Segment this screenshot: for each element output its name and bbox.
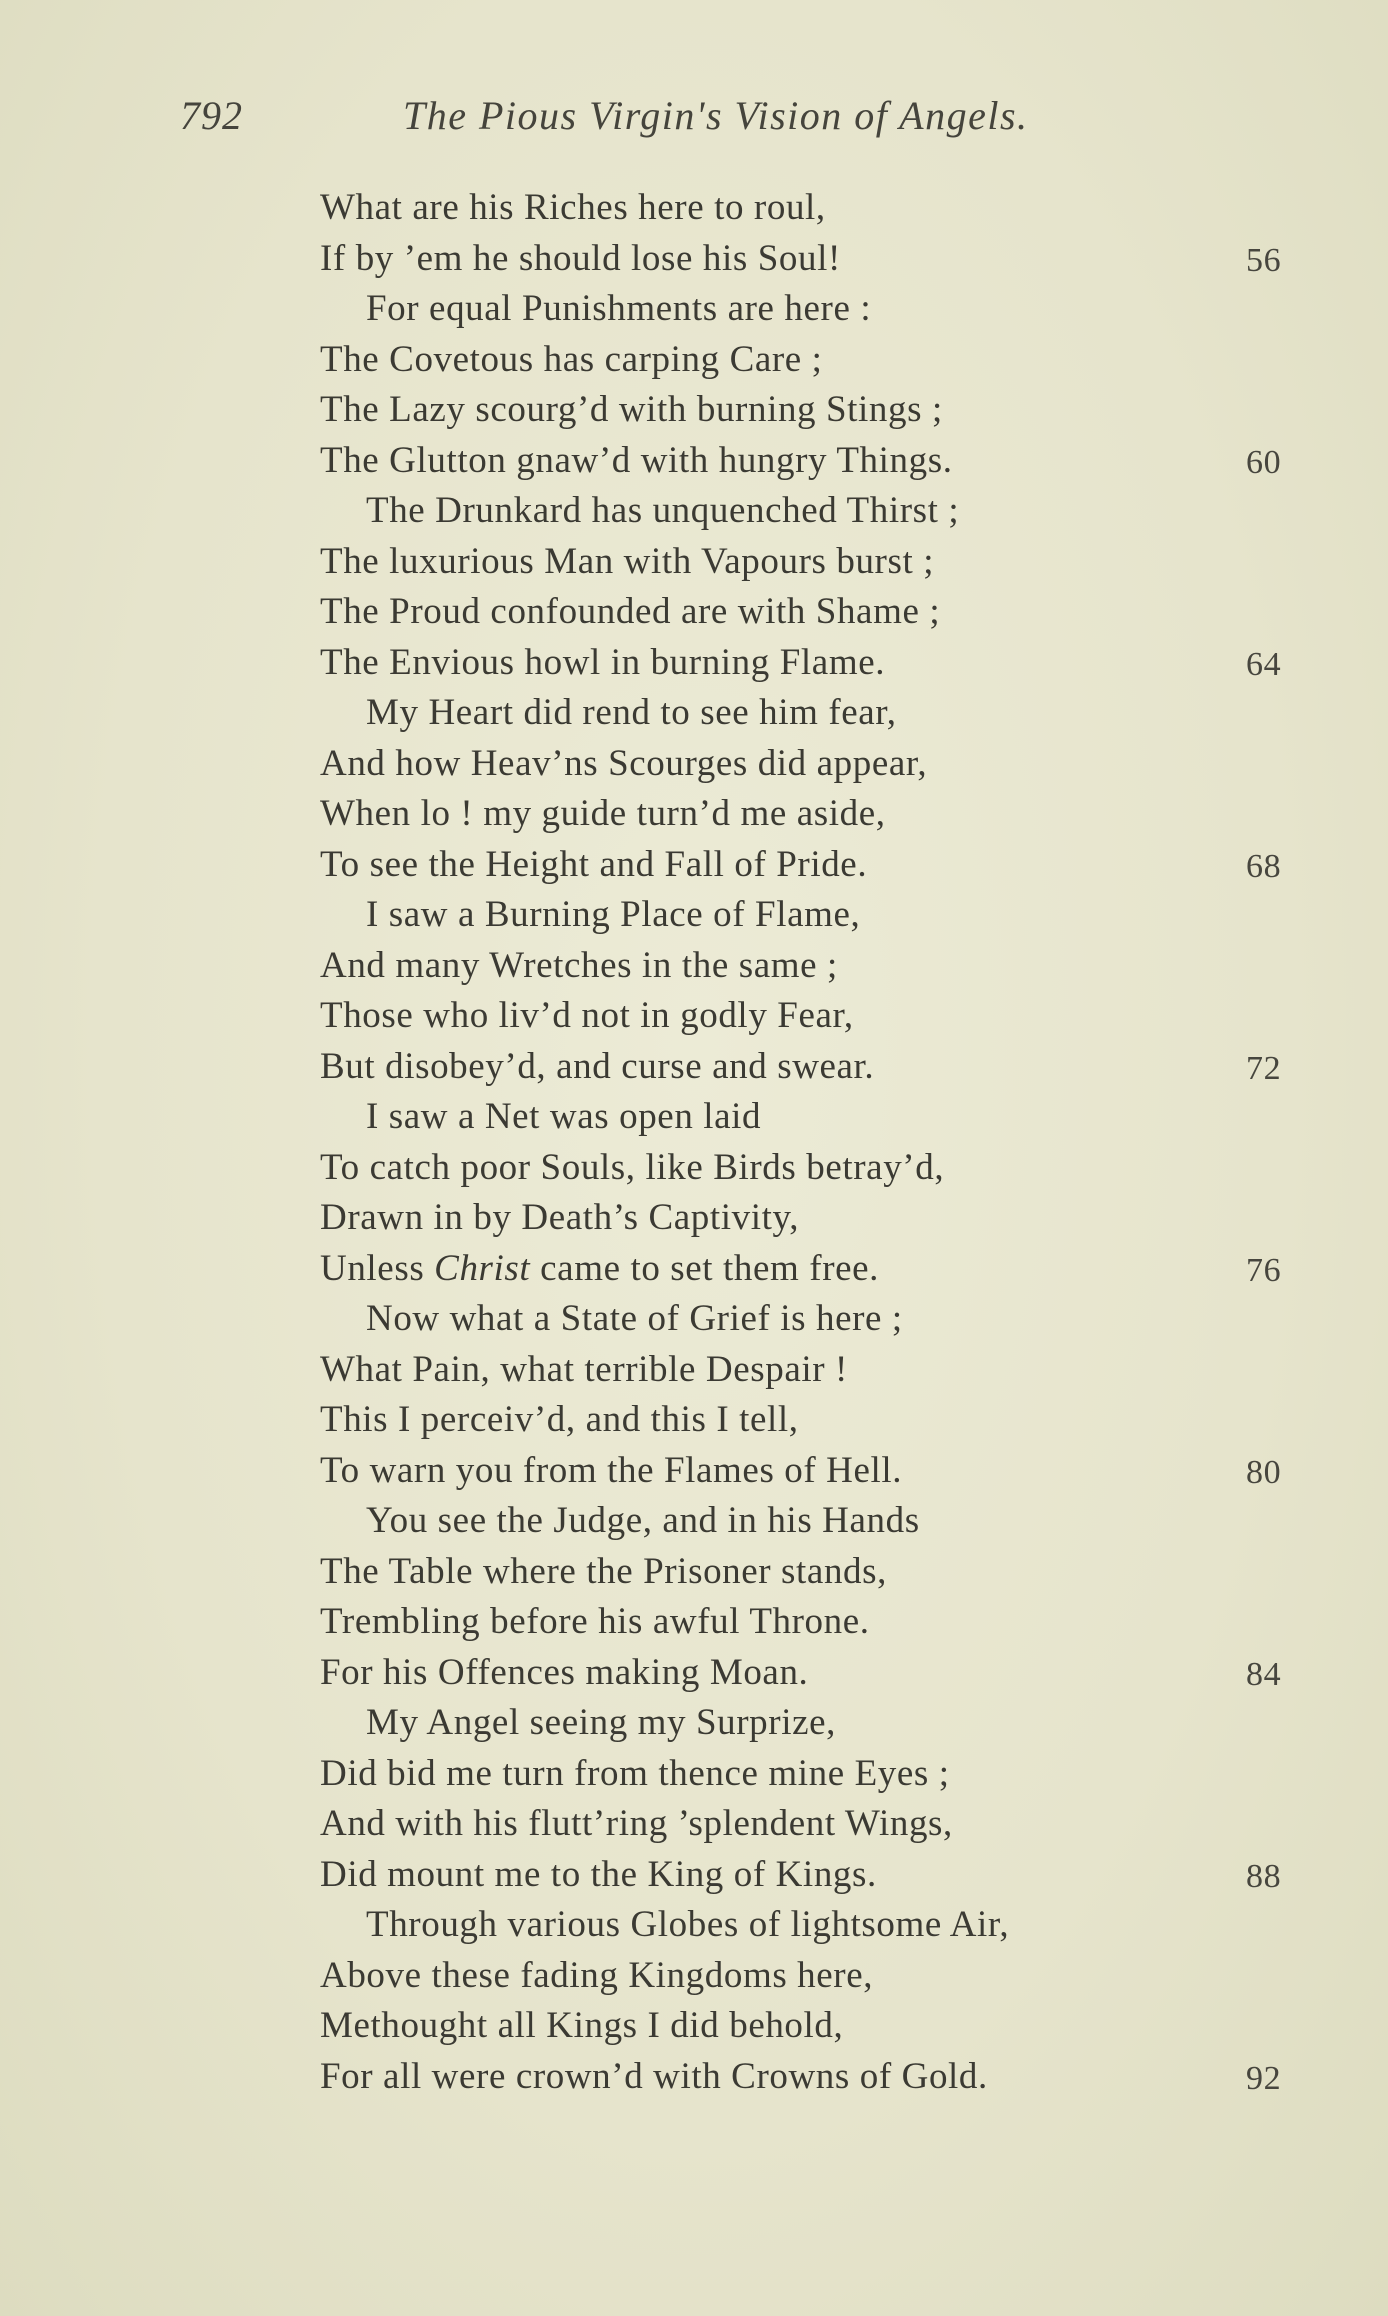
poem-line-segment: To catch poor Souls, like Birds betray’d,	[320, 1146, 945, 1188]
poem-line	[320, 537, 1300, 588]
poem-line-segment: I saw a Net was open laid	[366, 1096, 762, 1137]
poem-line-segment: For all were crown’d with Crowns of Gold.	[320, 2055, 988, 2097]
poem-line-text	[320, 541, 934, 582]
poem-line-segment: If by ’em he should lose his Soul!	[320, 237, 841, 279]
poem-line	[320, 1850, 1300, 1901]
poem-line-segment: And how Heav’ns Scourges did appear,	[320, 742, 928, 784]
poem-line-text	[320, 1096, 761, 1137]
poem-line-text	[320, 440, 953, 481]
line-number: 60	[1246, 443, 1282, 481]
poem-line-text	[320, 1349, 848, 1390]
poem-line-segment: Above these fading Kingdoms here,	[320, 1954, 874, 1996]
poem-line-text	[320, 1854, 877, 1895]
poem-line	[320, 183, 1300, 234]
poem-line-segment: The Drunkard has unquenched Thirst ;	[366, 490, 960, 531]
line-number: 80	[1246, 1453, 1282, 1491]
poem-line	[320, 840, 1300, 891]
poem-line	[320, 1294, 1300, 1345]
poem-line-segment: But disobey’d, and curse and swear.	[320, 1045, 875, 1087]
poem-line-text	[320, 1955, 873, 1996]
poem-line-segment: Now what a State of Grief is here ;	[366, 1298, 903, 1339]
line-number: 56	[1246, 241, 1282, 279]
page-number: 792	[180, 93, 243, 138]
poem-line-text	[320, 591, 940, 632]
line-number: 76	[1246, 1251, 1282, 1289]
poem-line	[320, 587, 1300, 638]
poem-line	[320, 436, 1300, 487]
poem-line-text	[320, 1450, 902, 1491]
poem-line-text	[320, 1298, 903, 1339]
poem-line-segment: Did bid me turn from thence mine Eyes ;	[320, 1752, 950, 1794]
poem-line	[320, 284, 1300, 335]
line-number: 72	[1246, 1049, 1282, 1087]
line-number: 84	[1246, 1655, 1282, 1693]
poem-line-text	[320, 793, 886, 834]
poem-line-text	[320, 2005, 843, 2046]
poem-line-italic: Christ	[434, 1247, 531, 1289]
poem-line	[320, 1193, 1300, 1244]
poem-line	[320, 739, 1300, 790]
poem-line-text	[320, 1147, 944, 1188]
poem-line-segment: For his Offences making Moan.	[320, 1651, 809, 1693]
poem-line-text	[320, 339, 823, 380]
poem-line	[320, 1446, 1300, 1497]
poem-line-text	[320, 743, 927, 784]
page-title: The Pious Virgin's Vision of Angels.	[403, 93, 1029, 138]
poem-line-segment: What are his Riches here to roul,	[320, 187, 826, 228]
poem-line	[320, 1749, 1300, 1800]
poem-line-segment: You see the Judge, and in his Hands	[366, 1500, 920, 1541]
poem-line-text	[320, 1197, 799, 1238]
poem-line	[320, 234, 1300, 285]
poem-line-text	[320, 1702, 836, 1743]
poem-line	[320, 789, 1300, 840]
poem-line-text	[320, 238, 841, 279]
poem-line-text	[320, 642, 885, 683]
poem-line-segment: Did mount me to the King of Kings.	[320, 1853, 877, 1895]
poem-line	[320, 2052, 1300, 2103]
poem-line	[320, 1951, 1300, 2002]
poem-line-segment: When lo ! my guide turn’d me aside,	[320, 793, 886, 834]
poem-line-text	[320, 1904, 1009, 1945]
poem-line-text	[320, 1399, 799, 1440]
poem-line-segment: My Angel seeing my Surprize,	[366, 1702, 836, 1743]
poem-line	[320, 991, 1300, 1042]
poem-line	[320, 1648, 1300, 1699]
poem-line-segment: I saw a Burning Place of Flame,	[366, 894, 861, 935]
poem-line-text	[320, 2056, 988, 2097]
poem-line	[320, 890, 1300, 941]
line-number: 68	[1246, 847, 1282, 885]
poem-line-text	[320, 1803, 953, 1844]
poem-line-segment: Unless	[320, 1247, 435, 1289]
poem-line	[320, 385, 1300, 436]
poem-line-text	[320, 692, 897, 733]
poem-line-text	[320, 1248, 879, 1289]
line-number: 92	[1246, 2059, 1282, 2097]
poem-line-segment: came to set them free.	[530, 1247, 880, 1289]
poem-line-segment: The Lazy scourg’d with burning Stings ;	[320, 389, 943, 430]
poem-line-segment: The Envious howl in burning Flame.	[320, 641, 886, 683]
poem-line-text	[320, 1500, 920, 1541]
poem-line-text	[320, 1652, 808, 1693]
poem-text	[320, 183, 1300, 2102]
line-number: 88	[1246, 1857, 1282, 1895]
poem-line	[320, 1143, 1300, 1194]
poem-line-segment: Through various Globes of lightsome Air,	[366, 1904, 1010, 1945]
poem-line	[320, 1547, 1300, 1598]
poem-line-segment: The Covetous has carping Care ;	[320, 338, 823, 380]
poem-line	[320, 1042, 1300, 1093]
poem-line-segment: The luxurious Man with Vapours burst ;	[320, 540, 935, 582]
poem-line	[320, 1597, 1300, 1648]
poem-line-text	[320, 1551, 887, 1592]
poem-line	[320, 1496, 1300, 1547]
poem-line	[320, 1345, 1300, 1396]
poem-line-segment: This I perceiv’d, and this I tell,	[320, 1399, 799, 1440]
poem-line-segment: The Proud confounded are with Shame ;	[320, 591, 941, 632]
poem-line-text	[320, 995, 854, 1036]
poem-line-segment: The Glutton gnaw’d with hungry Things.	[320, 439, 953, 481]
poem-line	[320, 1395, 1300, 1446]
poem-line-text	[320, 894, 860, 935]
poem-line	[320, 1900, 1300, 1951]
poem-line-text	[320, 844, 867, 885]
poem-line	[320, 688, 1300, 739]
poem-line-segment: To see the Height and Fall of Pride.	[320, 843, 868, 885]
running-head	[180, 92, 1180, 142]
poem-line-segment: For equal Punishments are here :	[366, 288, 872, 329]
poem-line-segment: To warn you from the Flames of Hell.	[320, 1449, 903, 1491]
poem-line	[320, 1698, 1300, 1749]
poem-line-text	[320, 1601, 870, 1642]
poem-line	[320, 941, 1300, 992]
poem-line-text	[320, 389, 943, 430]
poem-line	[320, 638, 1300, 689]
poem-line-segment: My Heart did rend to see him fear,	[366, 692, 897, 733]
poem-line-segment: The Table where the Prisoner stands,	[320, 1550, 888, 1592]
poem-line-text	[320, 1753, 950, 1794]
poem-line-segment: What Pain, what terrible Despair !	[320, 1348, 848, 1390]
poem-line-segment: Those who liv’d not in godly Fear,	[320, 995, 854, 1036]
poem-line-segment: And many Wretches in the same ;	[320, 944, 838, 986]
poem-line-text	[320, 187, 826, 228]
poem-line-text	[320, 490, 959, 531]
poem-line	[320, 1799, 1300, 1850]
poem-line-text	[320, 1046, 874, 1087]
poem-line-text	[320, 288, 871, 329]
line-number: 64	[1246, 645, 1282, 683]
poem-line-segment: Methought all Kings I did behold,	[320, 2005, 844, 2046]
poem-line	[320, 1092, 1300, 1143]
poem-line-segment: And with his flutt’ring ’splendent Wings,	[320, 1803, 953, 1844]
poem-line-segment: Trembling before his awful Throne.	[320, 1601, 870, 1642]
poem-line	[320, 486, 1300, 537]
poem-line	[320, 2001, 1300, 2052]
poem-line	[320, 1244, 1300, 1295]
poem-line-text	[320, 945, 838, 986]
poem-line-segment: Drawn in by Death’s Captivity,	[320, 1197, 800, 1238]
poem-line	[320, 335, 1300, 386]
